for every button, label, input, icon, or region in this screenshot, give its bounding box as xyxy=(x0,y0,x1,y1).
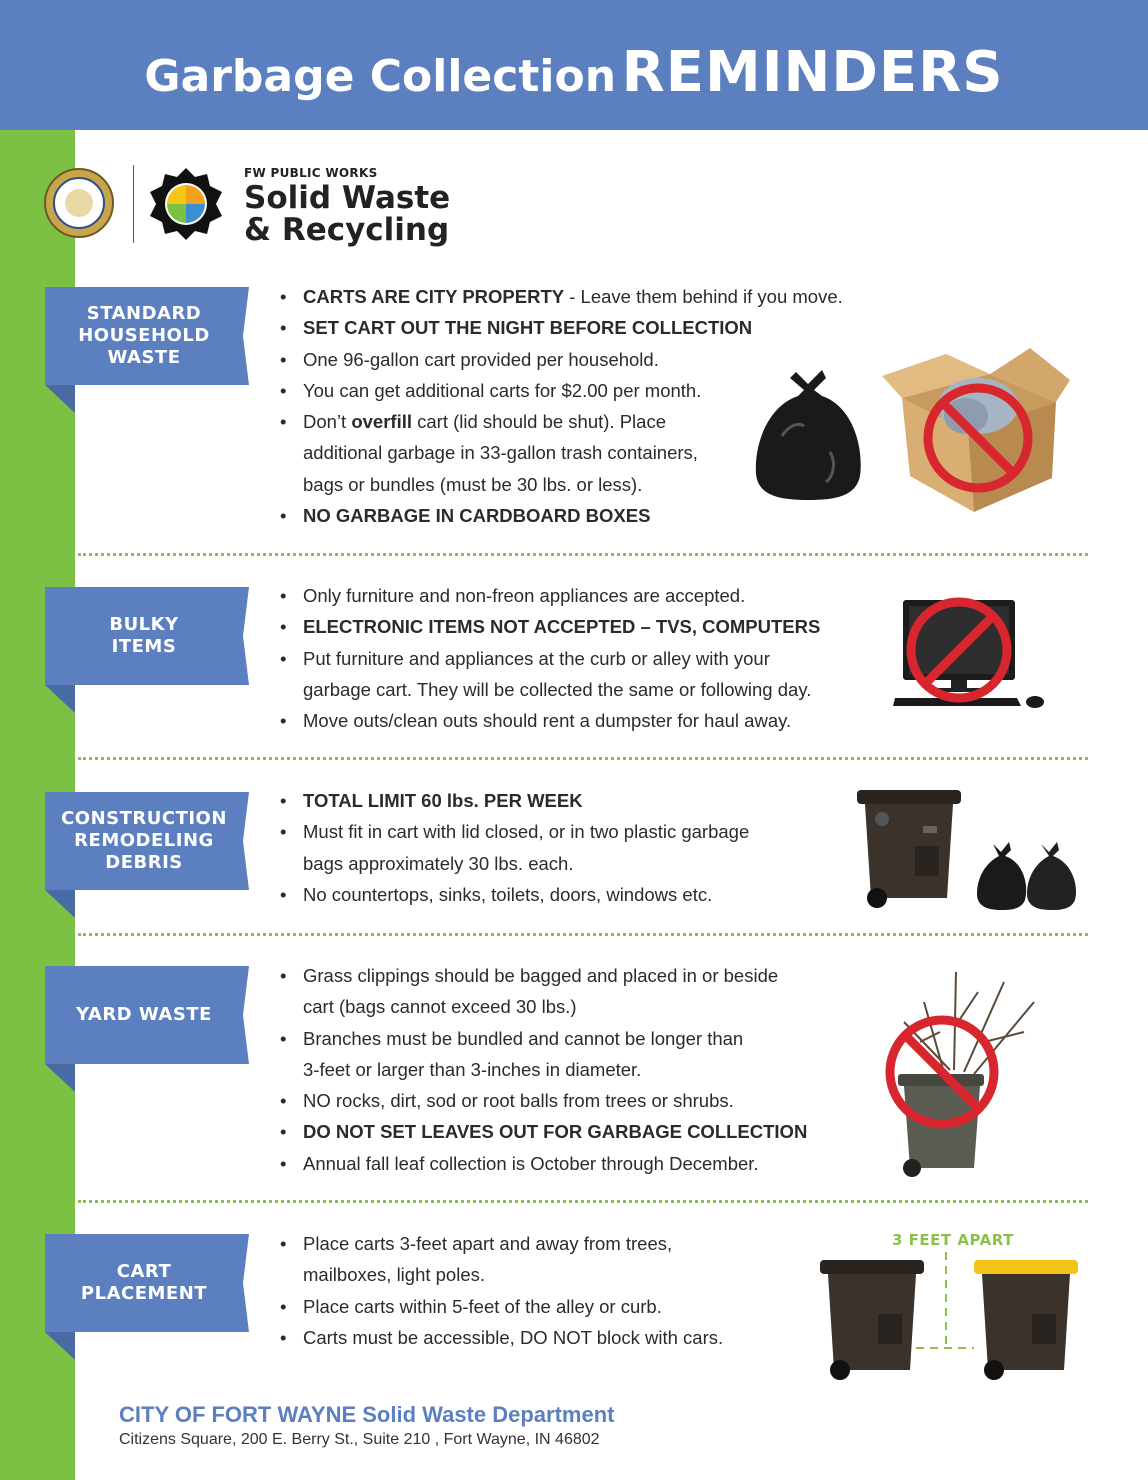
list-item-continuation: additional garbage in 33-gallon trash containers, xyxy=(303,442,698,464)
list-item: • DO NOT SET LEAVES OUT FOR GARBAGE COLLECTION xyxy=(280,1116,807,1147)
section-title-line: HOUSEHOLD xyxy=(78,325,210,346)
list-item: • No countertops, sinks, toilets, doors, windows etc. xyxy=(280,879,749,910)
section-title-line: CONSTRUCTION xyxy=(61,808,227,829)
list-item: • NO rocks, dirt, sod or root balls from trees or shrubs. xyxy=(280,1085,807,1116)
section-title xyxy=(45,966,243,1064)
section-tab-bulky-items xyxy=(45,587,249,685)
list-item: • Place carts within 5-feet of the alley or curb. xyxy=(280,1291,723,1322)
list-item: • ELECTRONIC ITEMS NOT ACCEPTED – TVS, COMPUTERS xyxy=(280,611,820,642)
list-item: • TOTAL LIMIT 60 lbs. PER WEEK xyxy=(280,785,749,816)
list-item: • CARTS ARE CITY PROPERTY - Leave them behind if you move. xyxy=(280,281,843,312)
section-title-line: YARD WASTE xyxy=(76,1004,212,1025)
three-feet-apart-label: 3 FEET APART xyxy=(892,1231,1014,1249)
list-item: • Carts must be accessible, DO NOT block with cars. xyxy=(280,1322,723,1353)
section-title-line: BULKY xyxy=(109,614,179,635)
list-item: • Branches must be bundled and cannot be longer than xyxy=(280,1023,807,1054)
section-divider xyxy=(78,757,1088,760)
bullet-list-bulky-items xyxy=(280,580,820,736)
carts-spacing-icon xyxy=(818,1252,1080,1384)
section-divider xyxy=(78,1200,1088,1203)
list-item-continuation: bags or bundles (must be 30 lbs. or less). xyxy=(303,473,643,495)
section-title xyxy=(45,1234,243,1332)
logo-divider xyxy=(133,165,134,243)
list-item-continuation: cart (bags cannot exceed 30 lbs.) xyxy=(303,996,577,1018)
cardboard-box-prohibited-icon xyxy=(880,340,1076,514)
header-banner xyxy=(0,0,1148,130)
city-seal-logo xyxy=(44,168,114,238)
list-item-continuation: mailboxes, light poles. xyxy=(303,1264,486,1286)
list-item: • Annual fall leaf collection is October through December. xyxy=(280,1148,807,1179)
bullet-list-yard-waste xyxy=(280,960,807,1179)
page-title-part1: Garbage Collection xyxy=(144,51,617,102)
bullet-list-construction-debris xyxy=(280,785,749,910)
section-tab-cart-placement xyxy=(45,1234,249,1332)
list-item: • One 96-gallon cart provided per household. xyxy=(280,344,843,375)
garbage-cart-icon xyxy=(855,786,965,912)
bullet-list-cart-placement xyxy=(280,1228,723,1353)
section-title xyxy=(45,792,243,890)
section-divider xyxy=(78,553,1088,556)
dept-small-label: FW PUBLIC WORKS xyxy=(244,166,378,180)
dept-name-line1: Solid Waste xyxy=(244,180,451,216)
list-item: • Must fit in cart with lid closed, or in two plastic garbage xyxy=(280,816,749,847)
list-item: • Grass clippings should be bagged and placed in or beside xyxy=(280,960,807,991)
list-item: • Place carts 3-feet apart and away from trees, xyxy=(280,1228,723,1259)
list-item-continuation: bags approximately 30 lbs. each. xyxy=(303,852,574,874)
trash-bags-icon xyxy=(975,840,1079,912)
solid-waste-logo-icon xyxy=(150,168,222,240)
page-title-part2: REMINDERS xyxy=(621,40,1004,105)
section-tab-yard-waste xyxy=(45,966,249,1064)
section-title xyxy=(45,587,243,685)
section-title-line: CART xyxy=(116,1261,172,1282)
dept-name xyxy=(244,182,450,246)
list-item: • SET CART OUT THE NIGHT BEFORE COLLECTION xyxy=(280,312,843,343)
list-item-continuation: garbage cart. They will be collected the same or following day. xyxy=(303,678,812,700)
list-item-continuation: 3-feet or larger than 3-inches in diameter. xyxy=(303,1058,642,1080)
list-item: • Only furniture and non-freon appliances are accepted. xyxy=(280,580,820,611)
list-item: • Don’t overfill cart (lid should be shut). Place xyxy=(280,406,843,437)
section-title-line: WASTE xyxy=(107,347,181,368)
footer-title: CITY OF FORT WAYNE Solid Waste Department xyxy=(119,1402,615,1427)
yard-waste-prohibited-icon xyxy=(884,962,1054,1178)
section-title-line: STANDARD xyxy=(86,303,202,324)
section-tab-construction-debris xyxy=(45,792,249,890)
section-title xyxy=(45,287,243,385)
trash-bag-icon xyxy=(752,366,866,502)
computer-prohibited-icon xyxy=(893,594,1053,712)
section-title-line: REMODELING xyxy=(74,830,214,851)
page-title xyxy=(0,40,1148,105)
section-title-line: ITEMS xyxy=(111,636,177,657)
list-item: • Move outs/clean outs should rent a dumpster for haul away. xyxy=(280,705,820,736)
list-item: • Put furniture and appliances at the curb or alley with your xyxy=(280,643,820,674)
section-title-line: DEBRIS xyxy=(105,852,183,873)
list-item: • NO GARBAGE IN CARDBOARD BOXES xyxy=(280,500,843,531)
footer-address: Citizens Square, 200 E. Berry St., Suite 210 , Fort Wayne, IN 46802 xyxy=(119,1431,600,1448)
section-title-line: PLACEMENT xyxy=(80,1283,208,1304)
dept-name-line2: & Recycling xyxy=(244,212,450,248)
list-item: • You can get additional carts for $2.00 per month. xyxy=(280,375,843,406)
section-divider xyxy=(78,933,1088,936)
section-tab-standard-household xyxy=(45,287,249,385)
